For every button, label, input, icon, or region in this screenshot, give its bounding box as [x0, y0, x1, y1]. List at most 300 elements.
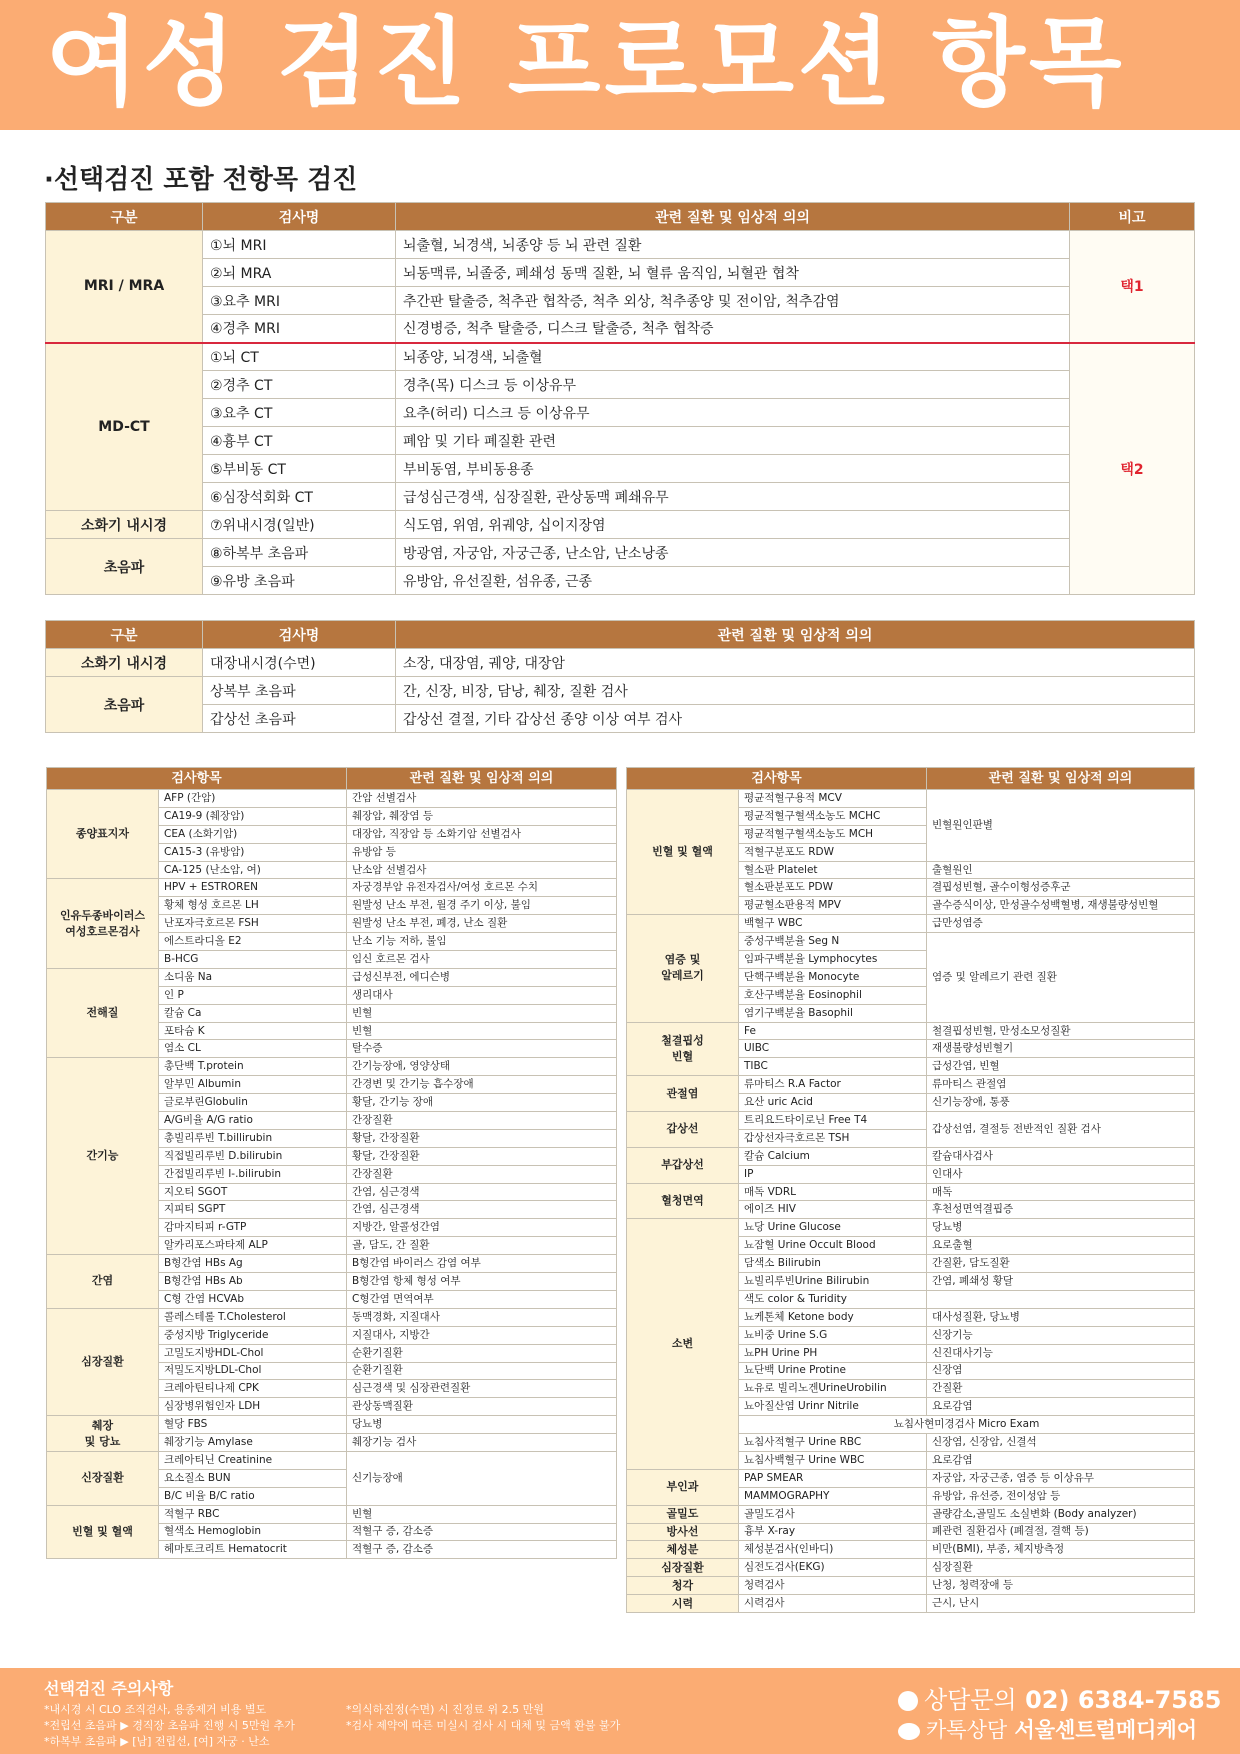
exam-name-cell: 혈당 FBS: [159, 1416, 347, 1434]
description-cell: 원발성 난소 부전, 월경 주기 이상, 불임: [347, 897, 617, 915]
category-cell: 소화기 내시경: [46, 649, 203, 677]
description-cell: 대장암, 직장암 등 소화기암 선별검사: [347, 825, 617, 843]
table-blood-tests-right: [626, 767, 1195, 1613]
description-cell: 빈혈원인판별: [927, 790, 1195, 862]
exam-name-cell: ④흉부 CT: [203, 427, 396, 455]
table-row: [627, 1219, 1195, 1237]
category-cell: 방사선: [627, 1523, 739, 1541]
category-cell: 골밀도: [627, 1505, 739, 1523]
chat-icon: [898, 1723, 920, 1740]
exam-name-cell: 크레아틴티나제 CPK: [159, 1380, 347, 1398]
exam-name-cell: 소디움 Na: [159, 968, 347, 986]
footer-note: *검사 제약에 따른 미실시 검사 시 대체 및 금액 환불 불가: [346, 1719, 621, 1732]
exam-name-cell: ⑧하복부 초음파: [203, 539, 396, 567]
exam-name-cell: ④경추 MRI: [203, 315, 396, 343]
description-cell: 대사성질환, 당뇨병: [927, 1308, 1195, 1326]
column-header: 관련 질환 및 임상적 의의: [396, 621, 1195, 649]
exam-name-cell: 크레아티닌 Creatinine: [159, 1451, 347, 1469]
description-cell: 염증 및 알레르기 관련 질환: [927, 933, 1195, 1022]
exam-name-cell: 난포자극호르몬 FSH: [159, 915, 347, 933]
footer-note: *전립선 초음파 ▶ 경직장 초음파 진행 시 5만원 추가: [44, 1719, 295, 1732]
description-cell: 매독: [927, 1183, 1195, 1201]
exam-name-cell: 평균적혈구용적 MCV: [739, 790, 927, 808]
exam-name-cell: 뇨단백 Urine Protine: [739, 1362, 927, 1380]
description-cell: [927, 1290, 1195, 1308]
description-cell: 간기능장애, 영양상태: [347, 1058, 617, 1076]
description-cell: 심근경색 및 심장관련질환: [347, 1380, 617, 1398]
description-cell: 폐관련 질환검사 (폐결절, 결핵 등): [927, 1523, 1195, 1541]
category-cell: 체성분: [627, 1541, 739, 1559]
category-cell: 소변: [627, 1219, 739, 1469]
table-row: [627, 915, 1195, 933]
exam-name-cell: UIBC: [739, 1040, 927, 1058]
description-cell: 순환기질환: [347, 1362, 617, 1380]
table-row: [627, 1469, 1195, 1487]
exam-name-cell: 담색소 Bilirubin: [739, 1255, 927, 1273]
table-row: [47, 879, 617, 897]
description-cell: 급만성염증: [927, 915, 1195, 933]
exam-name-cell: 뇨잠혈 Urine Occult Blood: [739, 1237, 927, 1255]
description-cell: 간질환, 담도질환: [927, 1255, 1195, 1273]
description-cell: 신장염, 신장암, 신결석: [927, 1434, 1195, 1452]
category-cell: 염증 및 알레르기: [627, 915, 739, 1022]
exam-name-cell: 뇨유로 빌리노겐UrineUrobilin: [739, 1380, 927, 1398]
exam-name-cell: 임파구백분율 Lymphocytes: [739, 951, 927, 969]
column-header: 비고: [1070, 203, 1195, 231]
description-cell: 간, 신장, 비장, 담낭, 췌장, 질환 검사: [396, 677, 1195, 705]
choice-note: 택2: [1070, 343, 1195, 595]
table-row: [46, 399, 1195, 427]
description-cell: 경추(목) 디스크 등 이상유무: [396, 371, 1070, 399]
exam-name-cell: 심장병위험인자 LDH: [159, 1398, 347, 1416]
exam-name-cell: Fe: [739, 1022, 927, 1040]
description-cell: 요추(허리) 디스크 등 이상유무: [396, 399, 1070, 427]
description-cell: 적혈구 증, 감소증: [347, 1541, 617, 1559]
description-cell: 신기능장애: [347, 1451, 617, 1505]
table-row: [47, 1505, 617, 1523]
description-cell: 간염, 심근경색: [347, 1201, 617, 1219]
category-cell: 신장질환: [47, 1451, 159, 1505]
description-cell: 생리대사: [347, 986, 617, 1004]
exam-name-cell: 청력검사: [739, 1577, 927, 1595]
exam-name-cell: ①뇌 CT: [203, 343, 396, 371]
phone-icon: [898, 1691, 918, 1711]
column-header: 관련 질환 및 임상적 의의: [347, 768, 617, 790]
description-cell: 결핍성빈혈, 골수이형성증후군: [927, 879, 1195, 897]
exam-name-cell: 평균혈소판용적 MPV: [739, 897, 927, 915]
exam-name-cell: 대장내시경(수면): [203, 649, 396, 677]
description-cell: 신경병증, 척추 탈출증, 디스크 탈출증, 척추 협착증: [396, 315, 1070, 343]
description-cell: 유방암 등: [347, 843, 617, 861]
exam-name-cell: 골밀도검사: [739, 1505, 927, 1523]
exam-name-cell: 헤마토크리트 Hematocrit: [159, 1541, 347, 1559]
exam-name-cell: ②경추 CT: [203, 371, 396, 399]
exam-name-cell: 알부민 Albumin: [159, 1076, 347, 1094]
table-row: [627, 1505, 1195, 1523]
exam-name-cell: 칼슘 Ca: [159, 1004, 347, 1022]
exam-name-cell: 중성구백분율 Seg N: [739, 933, 927, 951]
category-cell: 빈혈 및 혈액: [627, 790, 739, 915]
exam-name-cell: 뇨비중 Urine S.G: [739, 1326, 927, 1344]
category-cell: 심장질환: [627, 1559, 739, 1577]
description-cell: 적혈구 증, 감소증: [347, 1523, 617, 1541]
exam-name-cell: ③요추 MRI: [203, 287, 396, 315]
description-cell: 갑상선염, 결절등 전반적인 질환 검사: [927, 1112, 1195, 1148]
table-row: [46, 427, 1195, 455]
table-row: [46, 455, 1195, 483]
description-cell: 간질환: [927, 1380, 1195, 1398]
description-cell: 류마티스 관절염: [927, 1076, 1195, 1094]
header-banner: [0, 0, 1240, 130]
category-cell: 전해질: [47, 968, 159, 1057]
column-header: 관련 질환 및 임상적 의의: [396, 203, 1070, 231]
phone-number: 02) 6384-7585: [1025, 1686, 1222, 1714]
footer-title: 선택검진 주의사항: [44, 1679, 174, 1698]
exam-name-cell: 뇨침사적혈구 Urine RBC: [739, 1434, 927, 1452]
description-cell: C형간염 면역여부: [347, 1290, 617, 1308]
exam-name-cell: 적혈구분포도 RDW: [739, 843, 927, 861]
description-cell: 간장질환: [347, 1112, 617, 1130]
description-cell: 간염, 폐쇄성 황달: [927, 1273, 1195, 1291]
description-cell: 간장질환: [347, 1165, 617, 1183]
exam-name-cell: HPV + ESTROREN: [159, 879, 347, 897]
description-cell: 탈수증: [347, 1040, 617, 1058]
table-row: [627, 1559, 1195, 1577]
category-cell: 청각: [627, 1577, 739, 1595]
description-cell: 급성신부전, 에디슨병: [347, 968, 617, 986]
exam-name-cell: 뇨침사백혈구 Urine WBC: [739, 1451, 927, 1469]
exam-name-cell: 뇨PH Urine PH: [739, 1344, 927, 1362]
description-cell: 간경변 및 간기능 흡수장애: [347, 1076, 617, 1094]
description-cell: 요로출혈: [927, 1237, 1195, 1255]
exam-name-cell: ①뇌 MRI: [203, 231, 396, 259]
description-cell: 황달, 간기능 장애: [347, 1094, 617, 1112]
description-cell: 황달, 간장질환: [347, 1129, 617, 1147]
exam-name-cell: 뇨빌리루빈Urine Bilirubin: [739, 1273, 927, 1291]
description-cell: 유방암, 유선증, 전이성암 등: [927, 1487, 1195, 1505]
description-cell: 급성심근경색, 심장질환, 관상동맥 폐쇄유무: [396, 483, 1070, 511]
category-cell: 혈청면역: [627, 1183, 739, 1219]
description-cell: 뇌출혈, 뇌경색, 뇌종양 등 뇌 관련 질환: [396, 231, 1070, 259]
page-title: 여성 검진 프로모션 항목: [46, 7, 1126, 119]
exam-name-cell: 간접빌리루빈 I-.bilirubin: [159, 1165, 347, 1183]
exam-name-cell: C형 간염 HCVAb: [159, 1290, 347, 1308]
exam-name-cell: 요소질소 BUN: [159, 1469, 347, 1487]
exam-name-cell: B형간염 HBs Ag: [159, 1255, 347, 1273]
kakao-contact[interactable]: [898, 1714, 1197, 1744]
exam-name-cell: 갑상선자극호르몬 TSH: [739, 1129, 927, 1147]
exam-name-cell: 감마지티피 r-GTP: [159, 1219, 347, 1237]
description-cell: 신장기능: [927, 1326, 1195, 1344]
exam-name-cell: 고밀도지방HDL-Chol: [159, 1344, 347, 1362]
exam-name-cell: 혈색소 Hemoglobin: [159, 1523, 347, 1541]
column-header: 구분: [46, 203, 203, 231]
table-row: [627, 1022, 1195, 1040]
table-row: [47, 1058, 617, 1076]
description-cell: 뇌동맥류, 뇌졸중, 폐쇄성 동맥 질환, 뇌 혈류 움직임, 뇌혈관 협착: [396, 259, 1070, 287]
exam-name-cell: 류마티스 R.A Factor: [739, 1076, 927, 1094]
description-cell: 요로감염: [927, 1451, 1195, 1469]
category-cell: 철결핍성 빈혈: [627, 1022, 739, 1076]
description-cell: 간암 선별검사: [347, 790, 617, 808]
exam-name-cell: ③요추 CT: [203, 399, 396, 427]
column-header: 검사항목: [47, 768, 347, 790]
description-cell: 골량감소,골밀도 소실변화 (Body analyzer): [927, 1505, 1195, 1523]
category-cell: 심장질환: [47, 1308, 159, 1415]
description-cell: B형간염 항체 형성 여부: [347, 1273, 617, 1291]
exam-name-cell: 시력검사: [739, 1595, 927, 1613]
table-row: [627, 1147, 1195, 1165]
description-cell: 관상동맥질환: [347, 1398, 617, 1416]
phone-label: 상담문의: [924, 1686, 1017, 1714]
description-cell: 골, 담도, 간 질환: [347, 1237, 617, 1255]
exam-name-cell: 평균적혈구혈색소농도 MCHC: [739, 807, 927, 825]
exam-name-cell: 지오티 SGOT: [159, 1183, 347, 1201]
column-header: 검사명: [203, 203, 396, 231]
footer-note: *내시경 시 CLO 조직검사, 용종제거 비용 별도: [44, 1703, 267, 1716]
exam-name-cell: 갑상선 초음파: [203, 705, 396, 733]
table-row: [46, 539, 1195, 567]
exam-name-cell: CA19-9 (췌장암): [159, 807, 347, 825]
table-row: [627, 1577, 1195, 1595]
table-row: [46, 343, 1195, 371]
description-cell: 간염, 심근경색: [347, 1183, 617, 1201]
description-cell: 임신 호르몬 검사: [347, 951, 617, 969]
category-cell: 종양표지자: [47, 790, 159, 879]
choice-note: 택1: [1070, 231, 1195, 343]
exam-name-cell: 적혈구 RBC: [159, 1505, 347, 1523]
description-cell: 빈혈: [347, 1505, 617, 1523]
exam-name-cell: 요산 uric Acid: [739, 1094, 927, 1112]
table-row: [46, 483, 1195, 511]
description-cell: 요로감염: [927, 1398, 1195, 1416]
exam-name-cell: ⑨유방 초음파: [203, 567, 396, 595]
category-cell: MRI / MRA: [46, 231, 203, 343]
exam-name-cell: ⑦위내시경(일반): [203, 511, 396, 539]
description-cell: 비만(BMI), 부종, 체지방측정: [927, 1541, 1195, 1559]
description-cell: 당뇨병: [927, 1219, 1195, 1237]
exam-name-cell: 혈소판 Platelet: [739, 861, 927, 879]
description-cell: 근시, 난시: [927, 1595, 1195, 1613]
table-row: [46, 231, 1195, 259]
exam-name-cell: 트리요드타이로닌 Free T4: [739, 1112, 927, 1130]
exam-name-cell: 췌장기능 Amylase: [159, 1434, 347, 1452]
description-cell: 후천성면역결핍증: [927, 1201, 1195, 1219]
exam-name-cell: 포타슘 K: [159, 1022, 347, 1040]
exam-name-cell: TIBC: [739, 1058, 927, 1076]
exam-name-cell: 뇨케톤체 Ketone body: [739, 1308, 927, 1326]
category-cell: 부인과: [627, 1469, 739, 1505]
table-row: [46, 567, 1195, 595]
table-row: [47, 1451, 617, 1469]
exam-name-cell: 알카리포스파타제 ALP: [159, 1237, 347, 1255]
exam-name-cell: 글로부린Globulin: [159, 1094, 347, 1112]
exam-name-cell: 염소 CL: [159, 1040, 347, 1058]
exam-name-cell: 호산구백분율 Eosinophil: [739, 986, 927, 1004]
exam-name-cell: 에스트라디올 E2: [159, 933, 347, 951]
exam-name-cell: MAMMOGRAPHY: [739, 1487, 927, 1505]
exam-name-cell: ②뇌 MRA: [203, 259, 396, 287]
exam-name-cell: B/C 비율 B/C ratio: [159, 1487, 347, 1505]
exam-name-cell: AFP (간암): [159, 790, 347, 808]
description-cell: 순환기질환: [347, 1344, 617, 1362]
category-cell: 간염: [47, 1255, 159, 1309]
category-cell: 부갑상선: [627, 1147, 739, 1183]
column-header: 관련 질환 및 임상적 의의: [927, 768, 1195, 790]
description-cell: 칼슘대사검사: [927, 1147, 1195, 1165]
category-cell: 빈혈 및 혈액: [47, 1505, 159, 1559]
category-cell: 간기능: [47, 1058, 159, 1255]
clinic-name: 서울센트럴메디케어: [1014, 1718, 1198, 1742]
description-cell: 지방간, 알콜성간염: [347, 1219, 617, 1237]
section-subtitle: ·선택검진 포함 전항목 검진: [44, 165, 358, 195]
table-row: [47, 1255, 617, 1273]
description-cell: 신기능장애, 통풍: [927, 1094, 1195, 1112]
column-header: 검사명: [203, 621, 396, 649]
description-cell: 동맥경화, 지질대사: [347, 1308, 617, 1326]
exam-name-cell: ⑥심장석회화 CT: [203, 483, 396, 511]
description-cell: 심장질환: [927, 1559, 1195, 1577]
exam-name-cell: 에이즈 HIV: [739, 1201, 927, 1219]
exam-name-cell: 황체 형성 호르몬 LH: [159, 897, 347, 915]
exam-name-cell: 총단백 T.protein: [159, 1058, 347, 1076]
description-cell: 황달, 간장질환: [347, 1147, 617, 1165]
description-cell: 신장염: [927, 1362, 1195, 1380]
table-row: [627, 1112, 1195, 1130]
exam-name-cell: 흉부 X-ray: [739, 1523, 927, 1541]
description-cell: 유방암, 유선질환, 섬유종, 근종: [396, 567, 1070, 595]
table-row: [627, 1541, 1195, 1559]
description-cell: 방광염, 자궁암, 자궁근종, 난소암, 난소낭종: [396, 539, 1070, 567]
exam-name-cell: 지피티 SGPT: [159, 1201, 347, 1219]
table-row: [46, 511, 1195, 539]
exam-name-cell: 저밀도지방LDL-Chol: [159, 1362, 347, 1380]
category-cell: 소화기 내시경: [46, 511, 203, 539]
description-cell: 소장, 대장염, 궤양, 대장암: [396, 649, 1195, 677]
exam-name-cell: CA15-3 (유방암): [159, 843, 347, 861]
description-cell: B형간염 바이러스 감염 여부: [347, 1255, 617, 1273]
description-cell: 재생불량성빈혈기: [927, 1040, 1195, 1058]
exam-name-cell: A/G비율 A/G ratio: [159, 1112, 347, 1130]
table-row: [47, 1416, 617, 1434]
exam-name-cell: 상복부 초음파: [203, 677, 396, 705]
table-row: [46, 315, 1195, 343]
description-cell: 갑상선 결절, 기타 갑상선 종양 이상 여부 검사: [396, 705, 1195, 733]
footer-note: *의식하진정(수면) 시 진정료 위 2.5 만원: [346, 1703, 544, 1716]
exam-name-cell: 체성분검사(인바디): [739, 1541, 927, 1559]
description-cell: 뇌종양, 뇌경색, 뇌출혈: [396, 343, 1070, 371]
category-cell: 인유두종바이러스 여성호르몬검사: [47, 879, 159, 968]
category-cell: 췌장 및 당뇨: [47, 1416, 159, 1452]
category-cell: 초음파: [46, 539, 203, 595]
exam-name-cell: 심전도검사(EKG): [739, 1559, 927, 1577]
table-additional-exams: [45, 620, 1195, 733]
description-cell: 당뇨병: [347, 1416, 617, 1434]
exam-name-cell: ⑤부비동 CT: [203, 455, 396, 483]
table-row: [627, 1523, 1195, 1541]
exam-name-cell: 인 P: [159, 986, 347, 1004]
description-cell: 폐암 및 기타 폐질환 관련: [396, 427, 1070, 455]
description-cell: 신진대사기능: [927, 1344, 1195, 1362]
exam-name-cell: 백혈구 WBC: [739, 915, 927, 933]
exam-name-cell: 염기구백분율 Basophil: [739, 1004, 927, 1022]
exam-name-cell: CEA (소화기암): [159, 825, 347, 843]
table-row: [627, 790, 1195, 808]
table-row: [46, 705, 1195, 733]
exam-name-cell: 콜레스테롤 T.Cholesterol: [159, 1308, 347, 1326]
description-cell: 췌장기능 검사: [347, 1434, 617, 1452]
table-row: [46, 677, 1195, 705]
description-cell: 빈혈: [347, 1022, 617, 1040]
kakao-label: 카톡상담: [926, 1718, 1008, 1742]
description-cell: 출혈원인: [927, 861, 1195, 879]
footer: [0, 1668, 1240, 1754]
category-cell: 관절염: [627, 1076, 739, 1112]
description-cell: 철결핍성빈혈, 만성소모성질환: [927, 1022, 1195, 1040]
table-row: [47, 968, 617, 986]
exam-name-cell: 뇨당 Urine Glucose: [739, 1219, 927, 1237]
description-cell: 급성간염, 빈혈: [927, 1058, 1195, 1076]
description-cell: 골수증식이상, 만성골수성백혈병, 재생불량성빈혈: [927, 897, 1195, 915]
table-row: [47, 790, 617, 808]
exam-name-cell: 총빌리루빈 T.billirubin: [159, 1129, 347, 1147]
exam-name-cell: 뇨아질산염 Urinr Nitrile: [739, 1398, 927, 1416]
table-row: [627, 1183, 1195, 1201]
description-cell: 인대사: [927, 1165, 1195, 1183]
description-cell: 추간판 탈출증, 척추관 협착증, 척추 외상, 척추종양 및 전이암, 척추감염: [396, 287, 1070, 315]
category-cell: 초음파: [46, 677, 203, 733]
description-cell: 난소암 선별검사: [347, 861, 617, 879]
exam-name-cell: 직접빌리루빈 D.bilirubin: [159, 1147, 347, 1165]
exam-name-cell: 중성지방 Triglyceride: [159, 1326, 347, 1344]
table-row: [46, 649, 1195, 677]
exam-name-cell: B형간염 HBs Ab: [159, 1273, 347, 1291]
phone-contact[interactable]: [898, 1680, 1221, 1715]
description-cell: 자궁암, 자궁근종, 염증 등 이상유무: [927, 1469, 1195, 1487]
exam-name-cell: PAP SMEAR: [739, 1469, 927, 1487]
table-blood-tests-left: [46, 767, 617, 1559]
footer-note: *하복부 초음파 ▶ [남] 전립선, [여] 자궁 · 난소: [44, 1735, 270, 1748]
description-cell: 난청, 청력장애 등: [927, 1577, 1195, 1595]
exam-name-cell: CA-125 (난소암, 여): [159, 861, 347, 879]
table-optional-exams: [45, 202, 1195, 595]
table-row: [46, 371, 1195, 399]
table-row: [46, 259, 1195, 287]
description-cell: 부비동염, 부비동용종: [396, 455, 1070, 483]
exam-name-cell: 혈소판분포도 PDW: [739, 879, 927, 897]
exam-name-cell: 뇨침사현미경검사 Micro Exam: [739, 1416, 1195, 1434]
column-header: 검사항목: [627, 768, 927, 790]
exam-name-cell: IP: [739, 1165, 927, 1183]
description-cell: 지질대사, 지방간: [347, 1326, 617, 1344]
description-cell: 식도염, 위염, 위궤양, 십이지장염: [396, 511, 1070, 539]
exam-name-cell: B-HCG: [159, 951, 347, 969]
table-row: [46, 287, 1195, 315]
category-cell: MD-CT: [46, 343, 203, 511]
table-row: [627, 1076, 1195, 1094]
column-header: 구분: [46, 621, 203, 649]
exam-name-cell: 매독 VDRL: [739, 1183, 927, 1201]
exam-name-cell: 단핵구백분율 Monocyte: [739, 968, 927, 986]
category-cell: 갑상선: [627, 1112, 739, 1148]
category-cell: 시력: [627, 1595, 739, 1613]
description-cell: 빈혈: [347, 1004, 617, 1022]
description-cell: 난소 기능 저하, 불임: [347, 933, 617, 951]
table-row: [47, 1308, 617, 1326]
exam-name-cell: 색도 color & Turidity: [739, 1290, 927, 1308]
exam-name-cell: 평균적혈구혈색소농도 MCH: [739, 825, 927, 843]
description-cell: 자궁경부암 유전자검사/여성 호르몬 수치: [347, 879, 617, 897]
